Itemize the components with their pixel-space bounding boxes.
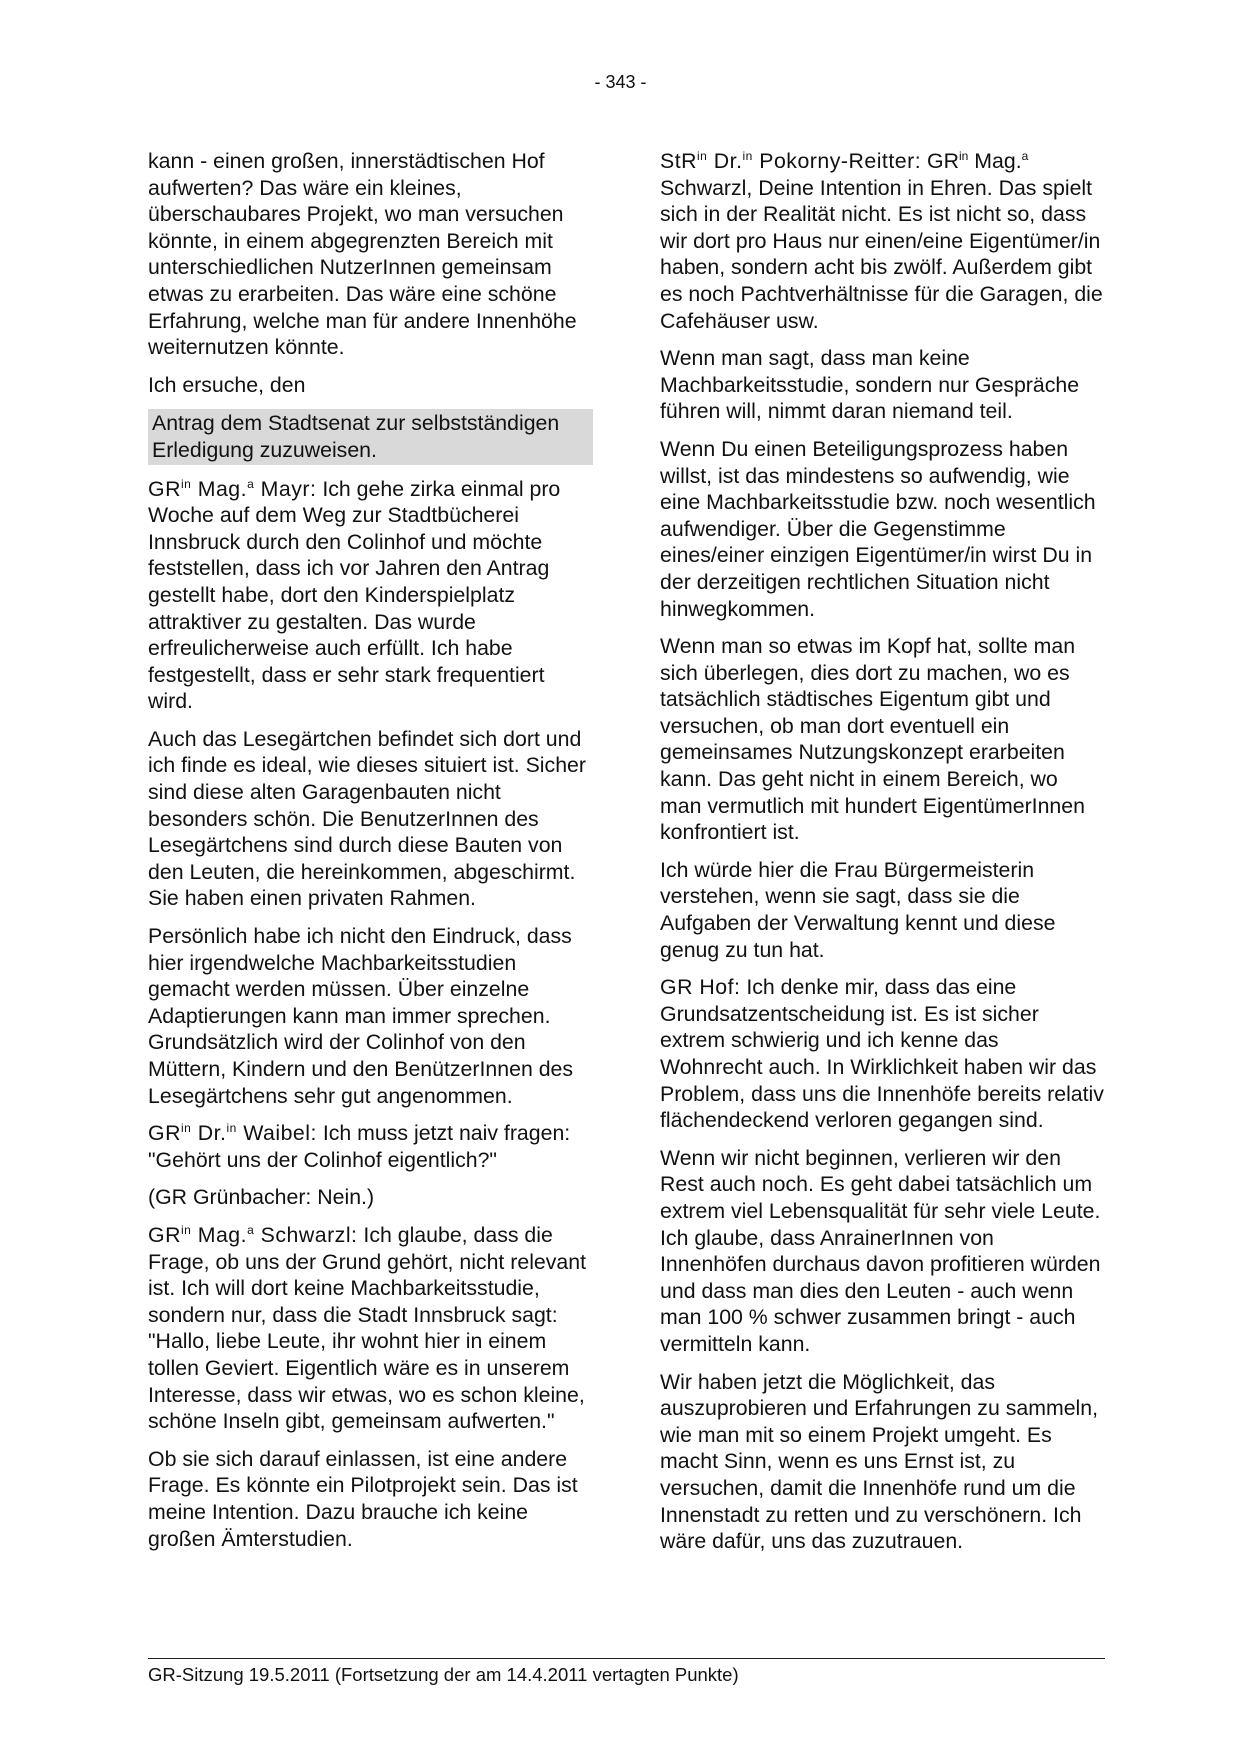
motion-highlight: Antrag dem Stadtsenat zur selbstständigen Erledigung zuzuweisen. bbox=[148, 409, 593, 464]
page-number: - 343 - bbox=[594, 72, 647, 92]
speech-mayr bbox=[148, 476, 593, 715]
speech-pokorny-reitter bbox=[660, 148, 1105, 334]
speech-text: Ich glaube, dass die Frage, ob uns der Grund gehört, nicht relevant ist. Ich will dort keine Machbarkeitsstudie, sondern nur, dass die Stadt Innsbruck sagt: "Hallo, liebe Leute, ihr wohnt hier in einem tollen Geviert. Eigentlich wäre es in unserem Interesse, dass wir etwas, wo es schon kleine, schöne Inseln gibt, gemeinsam aufwerten." bbox=[148, 1222, 587, 1434]
paragraph: Wenn wir nicht beginnen, verlieren wir den Rest auch noch. Es geht dabei tatsächlich um extrem viel Lebensqualität für sehr viele Leute. Ich glaube, dass AnrainerInnen von Innenhöfen durchaus davon profitieren würden und dass man dies den Leuten - auch wenn man 100 % schwer zusammen bringt - auch vermitteln kann. bbox=[660, 1145, 1101, 1356]
speaker-label: $GR^{in}$ Mag.$^a$ Schwarzl: bbox=[148, 1222, 358, 1247]
speaker-label: GR Hof: bbox=[660, 975, 741, 1000]
paragraph: Wenn man so etwas im Kopf hat, sollte man sich überlegen, dies dort zu machen, wo es tatsächlich städtisches Eigentum gibt und versuchen, ob man dort eventuell ein gemeinsames Nutzungskonzept erarbeiten kann. Das geht nicht in einem Bereich, wo man vermutlich mit hundert EigentümerInnen konfrontiert ist. bbox=[660, 634, 1085, 845]
paragraph: Wir haben jetzt die Möglichkeit, das auszuprobieren und Erfahrungen zu sammeln, wie man mit so einem Projekt umgeht. Es macht Sinn, wenn es uns Ernst ist, zu versuchen, damit die Innenhöfe rund um die Innenstadt zu retten und zu verschönern. Ich wäre dafür, uns das zuzutrauen. bbox=[660, 1369, 1099, 1554]
footer-divider bbox=[148, 1658, 1105, 1659]
interjection: (GR Grünbacher: Nein.) bbox=[148, 1185, 375, 1210]
paragraph: Wenn Du einen Beteiligungsprozess haben willst, ist das mindestens so aufwendig, wie eine Machbarkeitsstudie bzw. noch wesentlich aufwendiger. Über die Gegenstimme eines/einer einzigen Eigentümer/in wirst Du in der derzeitigen rechtlichen Situation nicht hinwegkommen. bbox=[660, 436, 1096, 621]
paragraph: Persönlich habe ich nicht den Eindruck, dass hier irgendwelche Machbarkeitsstudien gemacht werden müssen. Über einzelne Adaptierungen kann man immer sprechen. Grundsätzlich wird der Colinhof von den Müttern, Kindern und den BenützerInnen des Lesegärtchens sehr gut angenommen. bbox=[148, 924, 574, 1108]
speech-waibel bbox=[148, 1120, 593, 1173]
left-column bbox=[148, 148, 593, 1563]
speech-text: Ich gehe zirka einmal pro Woche auf dem Weg zur Stadtbücherei Innsbruck durch den Colinhof und möchte feststellen, dass ich vor Jahren den Antrag gestellt habe, dort den Kinderspielplatz attraktiver zu gestalten. Das wurde erfreulicherweise auch erfüllt. Ich habe festgestellt, dass er sehr stark frequentiert wird. bbox=[148, 476, 561, 714]
paragraph: Ich ersuche, den bbox=[148, 372, 306, 397]
speech-text: Ich denke mir, dass das eine Grundsatzentscheidung ist. Es ist sicher extrem schwierig und ich kenne das Wohnrecht auch. In Wirklichkeit haben wir das Problem, dass uns die Innenhöfe bereits relativ flächendeckend verloren gegangen sind. bbox=[660, 975, 1104, 1133]
speaker-label: $GR^{in}$ Mag.$^a$ Mayr: bbox=[148, 476, 317, 501]
paragraph: Wenn man sagt, dass man keine Machbarkeitsstudie, sondern nur Gespräche führen will, nimmt daran niemand teil. bbox=[660, 346, 1080, 424]
speech-schwarzl bbox=[148, 1222, 593, 1435]
right-column bbox=[660, 148, 1105, 1566]
paragraph: Auch das Lesegärtchen befindet sich dort und ich finde es ideal, wie dieses situiert ist. Sicher sind diese alten Garagenbauten nicht besonders schön. Die BenutzerInnen des Lesegärtchens sind durch diese Bauten von den Leuten, die hereinkommen, abgeschirmt. Sie haben einen privaten Rahmen. bbox=[148, 726, 586, 911]
speech-text: Ich muss jetzt naiv fragen: "Gehört uns der Colinhof eigentlich?" bbox=[148, 1121, 571, 1172]
speech-text: $GR^{in}$ Mag.$^a$ Schwarzl, Deine Intention in Ehren. Das spielt sich in der Realität nicht. Es ist nicht so, dass wir dort pro Haus nur einen/eine Eigentümer/in haben, sondern acht bis zwölf. Außerdem gibt es noch Pachtverhältnisse für die Garagen, die Cafehäuser usw. bbox=[660, 148, 1103, 333]
speech-hof bbox=[660, 974, 1105, 1134]
speaker-label: StR$^{in}$ Dr.$^{in}$ Pokorny-Reitter: bbox=[660, 148, 922, 173]
paragraph: Ob sie sich darauf einlassen, ist eine andere Frage. Es könnte ein Pilotprojekt sein. Das ist meine Intention. Dazu brauche ich keine großen Ämterstudien. bbox=[148, 1446, 578, 1551]
paragraph: Ich würde hier die Frau Bürgermeisterin verstehen, wenn sie sagt, dass sie die Aufgaben der Verwaltung kennt und diese genug zu tun hat. bbox=[660, 857, 1056, 962]
speaker-label: $GR^{in}$ Dr.$^{in}$ Waibel: bbox=[148, 1121, 317, 1146]
footer-text: GR-Sitzung 19.5.2011 (Fortsetzung der am 14.4.2011 vertagten Punkte) bbox=[148, 1664, 739, 1685]
paragraph: kann - einen großen, innerstädtischen Hof aufwerten? Das wäre ein kleines, überschaubares Projekt, wo man versuchen könnte, in einem abgegrenzten Bereich mit unterschiedlichen NutzerInnen gemeinsam etwas zu erarbeiten. Das wäre eine schöne Erfahrung, welche man für andere Innenhöhe weiternutzen könnte. bbox=[148, 149, 577, 360]
